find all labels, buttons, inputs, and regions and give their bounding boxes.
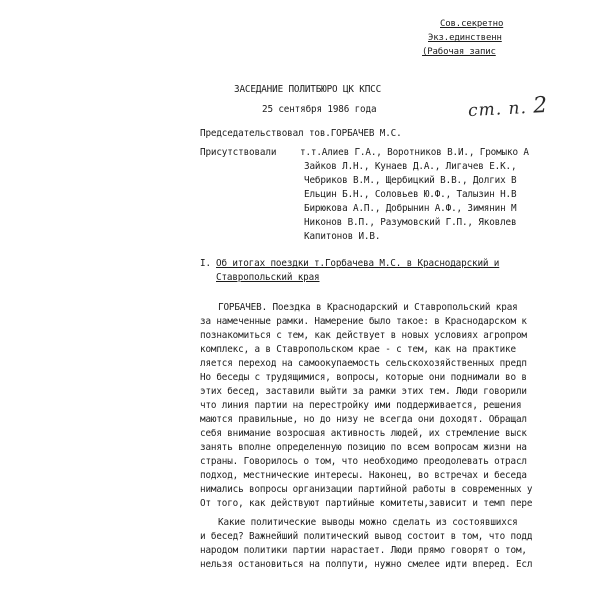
present-line: Ельцин Б.Н., Соловьев Ю.Ф., Талызин Н.В <box>304 189 517 200</box>
body-line: Но беседы с трудящимися, вопросы, которые они поднимали во в <box>200 372 527 383</box>
body-line: народом политики партии нарастает. Люди прямо говорят о том, <box>200 545 527 556</box>
classification-line-3: (Рабочая запис <box>422 47 496 57</box>
classification-line-1: Сов.секретно <box>440 19 504 29</box>
present-line: Капитонов И.В. <box>304 231 381 242</box>
body-line: Какие политические выводы можно сделать из состоявшихся <box>218 517 518 528</box>
body-line: себя внимание возросшая активность людей, их стремление выск <box>200 428 527 439</box>
body-line: нельзя остановиться на полпути, нужно смелее идти вперед. Есл <box>200 559 533 570</box>
agenda-title-line-1: Об итогах поездки т.Горбачева М.С. в Краснодарский и <box>216 258 500 269</box>
present-label: Присутствовали <box>200 147 277 158</box>
agenda-title-line-2: Ставропольский края <box>216 272 320 283</box>
body-line: От того, как действуют партийные комитеты,зависит и темп пере <box>200 498 533 509</box>
present-line: Зайков Л.Н., Кунаев Д.А., Лигачев Е.К., <box>304 161 517 172</box>
body-line: за намеченные рамки. Намерение было такое: в Краснодарском к <box>200 316 527 327</box>
body-line: ляется переход на самоокупаемость сельскохозяйственных предп <box>200 358 527 369</box>
body-line: комплекс, а в Ставропольском крае - с тем, как на практике <box>200 344 516 355</box>
classification-line-2: Экз.единственн <box>428 33 502 43</box>
body-line: познакомиться с тем, как действует в новых условиях агропром <box>200 330 527 341</box>
body-line: занять вполне определенную позицию по всем вопросам жизни на <box>200 442 527 453</box>
meeting-title: ЗАСЕДАНИЕ ПОЛИТБЮРО ЦК КПСС <box>234 84 382 95</box>
meeting-date: 25 сентября 1986 года <box>262 104 377 115</box>
present-line: Бирюкова А.П., Добрынин А.Ф., Зимянин М <box>304 203 517 214</box>
agenda-number: I. <box>200 258 211 269</box>
body-line: этих бесед, заставили выйти за рамки этих тем. Люди говорили <box>200 386 527 397</box>
body-line: что линия партии на перестройку ими поддерживается, решения <box>200 400 522 411</box>
body-line: страны. Говорилось о том, что необходимо преодолевать отрасл <box>200 456 527 467</box>
handwritten-label: ст. п. <box>467 98 528 122</box>
body-line: ГОРБАЧЕВ. Поездка в Краснодарский и Ставропольский края <box>218 302 518 313</box>
handwritten-number: 2 <box>532 92 549 119</box>
body-line: подход, местнические интересы. Наконец, во встречах и беседа <box>200 470 527 481</box>
present-line: т.т.Алиев Г.А., Воротников В.И., Громыко А <box>300 147 529 158</box>
body-line: маются правильные, но до низу не всегда они доходят. Обращал <box>200 414 527 425</box>
present-line: Чебриков В.М., Щербицкий В.В., Долгих В <box>304 175 517 186</box>
body-line: нимались вопросы организации партийной работы в современных у <box>200 484 533 495</box>
body-line: и бесед? Важнейший политический вывод состоит в том, что подд <box>200 531 533 542</box>
handwritten-annotation <box>467 93 548 122</box>
present-line: Никонов В.П., Разумовский Г.П., Яковлев <box>304 217 517 228</box>
chaired-by: Председательствовал тов.ГОРБАЧЕВ М.С. <box>200 128 402 139</box>
